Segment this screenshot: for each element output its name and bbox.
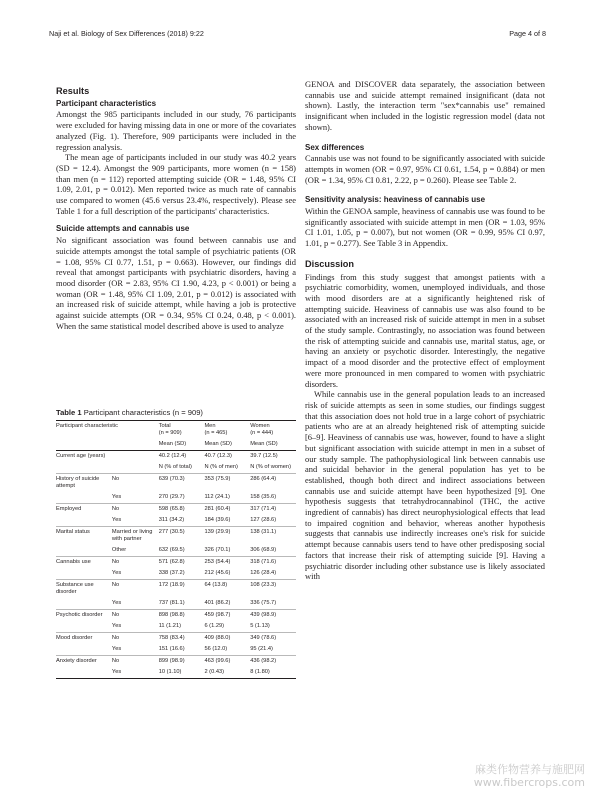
table-cell: 270 (29.7) — [158, 494, 185, 500]
table-cell: 899 (98.9) — [159, 656, 205, 668]
table-row — [56, 568, 296, 580]
participant-table — [56, 420, 296, 679]
table-cell: 439 (98.9) — [250, 610, 296, 622]
table-caption — [56, 408, 296, 417]
table-row — [56, 667, 296, 679]
table-cell: 5 (1.13) — [250, 623, 270, 629]
table-cell: No — [112, 656, 159, 668]
table-cell: 40.2 (12.4) — [158, 453, 187, 459]
table-cell — [56, 568, 112, 580]
table-header-cell: Total (n = 909) — [159, 421, 205, 440]
table-cell: Mood disorder — [56, 633, 112, 645]
table-1 — [56, 408, 296, 679]
table-cell: Marital status — [56, 527, 112, 546]
paragraph: Amongst the 985 participants included in our study, 76 participants were excluded for having missing data in one or more of the covariates analyzed (Fig. 1). Therefore, 909 participants were included in the regression analysis. — [56, 109, 296, 152]
paragraph: No significant association was found between cannabis use and suicide attempts amongst the total sample of psychiatric patients (OR = 1.08, 95% CI 0.77, 1.51, p = 0.663). However, our findings did reveal that amongst participants with psychiatric disorders, having a mood disorder (OR = 2.83, 95% CI 1.90, 4.23, p < 0.001) or being a woman (OR = 1.48, 95% CI 1.09, 2.01, p = 0.012) is associated with an increased risk of suicide attempt, while having a job is protective against suicide attempts (OR = 0.34, 95% CI 0.24, 0.48, p < 0.001). When the same statistical model described above is used to analyze — [56, 235, 296, 331]
table-cell: 326 (70.1) — [204, 547, 231, 553]
table-cell: 253 (54.4) — [204, 557, 250, 569]
table-cell: 172 (18.9) — [159, 580, 205, 599]
table-cell: 349 (78.6) — [250, 633, 296, 645]
participant-characteristics-heading: Participant characteristics — [56, 98, 157, 108]
table-row — [56, 633, 296, 645]
table-header-cell: Women (n = 444) — [250, 421, 296, 440]
table-header-cell: Mean (SD) — [204, 439, 250, 451]
sex-differences-heading: Sex differences — [305, 142, 365, 152]
table-cell: 463 (99.6) — [204, 656, 250, 668]
table-cell: 758 (83.4) — [159, 633, 205, 645]
table-cell — [56, 667, 112, 679]
table-cell: 2 (0.43) — [204, 667, 250, 679]
paragraph: Within the GENOA sample, heaviness of cannabis use was found to be significantly associated with suicide attempt in men (OR = 1.03, 95% CI 1.01, 1.05, p = 0.007), but not women (OR = 0.99, 95% CI 0.97, 1.01, p = 0.277). See Table 3 in Appendix. — [305, 206, 545, 249]
table-cell: 11 (1.21) — [158, 623, 182, 629]
table-cell: 127 (28.6) — [250, 517, 277, 523]
table-cell: Yes — [111, 623, 122, 629]
paragraph: GENOA and DISCOVER data separately, the association between cannabis use and suicide attempt remained insignificant (data not shown). Lastly, the interaction term "sex*cannabis use" remained insignificant when included in the logistic regression model (data not shown). — [305, 79, 545, 132]
table-cell: 56 (12.0) — [204, 646, 228, 652]
table-row — [56, 598, 296, 610]
table-row — [56, 492, 296, 504]
table-cell: No — [112, 474, 159, 493]
table-row — [56, 656, 296, 668]
table-cell: 737 (81.1) — [158, 600, 185, 606]
table-cell: 409 (88.0) — [204, 633, 250, 645]
table-cell: 6 (1.29) — [204, 623, 225, 629]
table-cell — [56, 644, 112, 656]
table-cell: Cannabis use — [56, 557, 112, 569]
table-cell: 598 (65.8) — [159, 504, 205, 516]
table-cell: 139 (29.9) — [204, 527, 250, 546]
table-cell — [56, 515, 112, 527]
table-cell: No — [112, 610, 159, 622]
table-cell: 277 (30.5) — [159, 527, 205, 546]
table-row — [56, 474, 296, 493]
table-cell: 401 (86.2) — [204, 600, 231, 606]
page-number: Page 4 of 8 — [509, 29, 546, 38]
table-header-cell: Men (n = 465) — [204, 421, 250, 440]
right-column — [305, 79, 545, 582]
table-cell: 639 (70.3) — [159, 474, 205, 493]
table-cell: Psychotic disorder — [56, 610, 112, 622]
table-cell: No — [112, 557, 159, 569]
table-cell: No — [112, 504, 159, 516]
table-cell: 286 (64.4) — [250, 474, 296, 493]
table-cell: N (% of women) — [250, 464, 291, 470]
watermark: 麻类作物营养与施肥网 www.fibercrops.com — [473, 763, 585, 789]
table-row — [56, 515, 296, 527]
table-body — [56, 474, 296, 679]
table-cell — [56, 598, 112, 610]
table-cell: 353 (75.9) — [204, 474, 250, 493]
sensitivity-analysis-heading: Sensitivity analysis: heaviness of cannabis use — [305, 195, 486, 205]
table-cell: 318 (71.6) — [250, 557, 296, 569]
table-cell: Yes — [111, 517, 122, 523]
table-cell: 64 (13.8) — [204, 580, 250, 599]
table-cell: 184 (39.6) — [204, 517, 231, 523]
table-cell: 212 (45.6) — [204, 570, 231, 576]
table-cell: N (% of total) — [158, 464, 192, 470]
discussion-heading: Discussion — [305, 258, 355, 269]
table-cell: 306 (68.9) — [250, 547, 277, 553]
paragraph: The mean age of participants included in our study was 40.2 years (SD = 12.4). Amongst the 909 participants, more women (n = 158) than men (n = 112) reported attempting suicide (OR = 1.48, 95% CI 1.09, 2.01, p = 0.012). Men reported twice as much rate of cannabis use compared to women (45.6 versus 23.4%, respectively). Please see Table 1 for a full description of the participants' characteristics. — [56, 152, 296, 216]
left-column — [56, 86, 296, 331]
table-cell: Employed — [56, 504, 112, 516]
paragraph: Findings from this study suggest that amongst patients with a psychiatric comorbidity, women, unemployed individuals, and those with mood disorders are at a significantly heightened risk of attempting suicide. Heaviness of cannabis use was also found to be associated with an increased risk of suicide attempt in men in a subset of the study sample. Contrastingly, no association was found between the risk of attempting suicide and cannabis use, marital status, age, or having an anxiety or psychotic disorder. Interestingly, the negative impact of a mood disorder and the protective effect of employment were more pronounced in men compared to women with psychiatric disorders. — [305, 271, 545, 389]
table-cell: Yes — [111, 600, 122, 606]
table-cell: 158 (35.6) — [250, 494, 277, 500]
table-header-cell: Mean (SD) — [250, 439, 296, 451]
table-cell: No — [112, 633, 159, 645]
table-cell: 39.7 (12.5) — [250, 453, 278, 459]
table-cell: History of suicide attempt — [56, 474, 112, 493]
table-row — [56, 621, 296, 633]
table-cell: 138 (31.1) — [250, 527, 296, 546]
table-cell: Substance use disorder — [56, 580, 112, 599]
table-cell: N (% of men) — [204, 464, 238, 470]
table-row — [56, 527, 296, 546]
paragraph: While cannabis use in the general population leads to an increased risk of suicide attempts as seen in some studies, our findings suggest that this association does not hold true in a large cohort of psychiatric patients who are at an already heightened risk of attempting suicide [6–9]. Heaviness of cannabis use was, however, found to have a slight but significant association with suicide attempt in men in a subset of our study sample. The pathophysiological link between cannabis use and suicidal behavior in the general population has yet to be established, though both direct and indirect associations between cannabis use and suicide attempt have been hypothesized [9]. One hypothesis suggests that tetrahydrocannabinol (THC, the active ingredient of cannabis) has direct neurophysiological effects that lead to impaired cognition and behavior, whereas another hypothesis suggests that cannabis use indirectly increases one's risk for suicide attempt because cannabis users tend to have other predisposing social factors that increase their risk of attempting suicide [9]. Having a psychiatric disorder including other substance use is likely associated with — [305, 389, 545, 582]
table-cell — [56, 492, 112, 504]
table-cell: 338 (37.2) — [158, 570, 185, 576]
table-cell — [56, 545, 112, 557]
table-cell: 571 (62.8) — [159, 557, 205, 569]
table-row — [56, 545, 296, 557]
table-cell: 40.7 (12.3) — [204, 453, 232, 459]
table-cell: Yes — [112, 667, 159, 679]
table-cell: Married or living with partner — [112, 527, 159, 546]
table-row — [56, 580, 296, 599]
table-header-cell: Mean (SD) — [159, 439, 205, 451]
table-row — [56, 644, 296, 656]
table-cell: 898 (98.8) — [159, 610, 205, 622]
table-cell: Anxiety disorder — [56, 656, 112, 668]
table-label: Table 1 — [56, 408, 82, 417]
table-cell: Other — [111, 547, 127, 553]
table-row — [56, 557, 296, 569]
table-cell: Yes — [111, 646, 122, 652]
table-cell: 95 (21.4) — [250, 646, 273, 652]
table-cell: No — [112, 580, 159, 599]
table-cell: 112 (24.1) — [204, 494, 230, 500]
paragraph: Cannabis use was not found to be significantly associated with suicide attempts in women (OR = 0.97, 95% CI 0.61, 1.54, p = 0.884) or men (OR = 1.34, 95% CI 0.81, 2.22, p = 0.260). Please see Table 2. — [305, 153, 545, 185]
table-cell: 108 (23.3) — [250, 580, 296, 599]
table-cell: 336 (75.7) — [250, 600, 277, 606]
table-cell — [56, 621, 112, 633]
table-cell: 151 (16.6) — [158, 646, 185, 652]
table-title: Participant characteristics (n = 909) — [83, 408, 203, 417]
table-cell: 632 (69.5) — [158, 547, 185, 553]
table-cell: 10 (1.10) — [159, 667, 205, 679]
table-cell: 317 (71.4) — [250, 504, 296, 516]
table-cell: Yes — [111, 494, 122, 500]
table-row — [56, 504, 296, 516]
table-cell: 436 (98.2) — [250, 656, 296, 668]
table-row — [56, 610, 296, 622]
table-header-cell: Participant characteristic — [56, 421, 159, 440]
table-cell: 8 (1.80) — [250, 667, 296, 679]
results-heading: Results — [56, 86, 90, 96]
running-header: Naji et al. Biology of Sex Differences (2018) 9:22 — [49, 29, 204, 38]
table-cell: 311 (34.2) — [158, 517, 185, 523]
table-cell: Current age (years) — [56, 453, 106, 459]
table-cell: 126 (28.4) — [250, 570, 277, 576]
table-cell: Yes — [111, 570, 122, 576]
table-cell: 459 (98.7) — [204, 610, 250, 622]
suicide-attempts-heading: Suicide attempts and cannabis use — [56, 224, 190, 234]
table-cell: 281 (60.4) — [204, 504, 250, 516]
